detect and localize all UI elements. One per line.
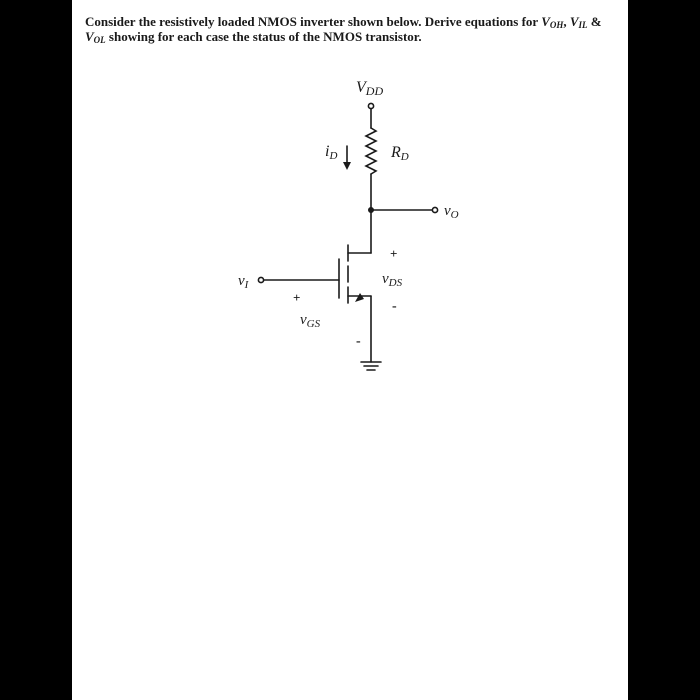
vds-label: $v_{DS}$ [382, 271, 403, 289]
vgs-minus-sign: - [356, 334, 361, 349]
vdd-label: VDD [356, 79, 384, 98]
question-intro: Consider the resistively loaded NMOS inverter shown below. Derive equations for [85, 14, 542, 29]
vdd-terminal [368, 103, 373, 108]
vds-plus-sign: + [390, 246, 398, 261]
question-outro: showing for each case the status of the NMOS transistor. [105, 29, 422, 44]
id-label: iD [325, 143, 338, 162]
question-text: Consider the resistively loaded NMOS inverter shown below. Derive equations for $V_{OH}$, $V_{IL}$ & $V_{OL}$ showing for each case the status of the NMOS transistor. [85, 14, 602, 45]
vgs-plus-sign: + [293, 290, 301, 305]
vds-minus-sign: - [392, 299, 397, 314]
vo-label: $v_O$ [444, 203, 459, 221]
vil-symbol: $V_{IL}$ [569, 14, 588, 30]
vgs-label: $v_{GS}$ [300, 312, 321, 330]
vi-label: $v_I$ [238, 273, 249, 291]
rd-label: RD [391, 144, 409, 163]
source-arrow-head [355, 293, 364, 302]
voh-symbol: $V_{OH}$ [541, 14, 564, 30]
resistor-rd [366, 128, 376, 174]
current-arrow-head [343, 162, 351, 170]
input-terminal [258, 277, 263, 282]
output-terminal [432, 207, 437, 212]
vol-symbol: $V_{OL}$ [85, 29, 106, 45]
